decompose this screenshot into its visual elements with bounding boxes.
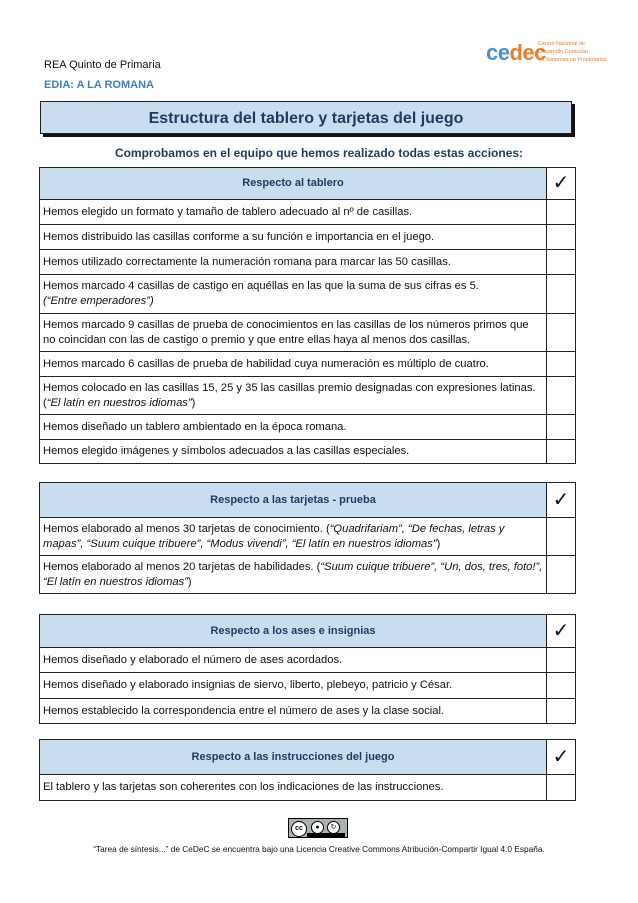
item-main-text: Hemos colocado en las casillas 15, 25 y 35 las casillas premio designadas con expresiones latinas.( (43, 381, 536, 409)
checklist-row (40, 648, 576, 673)
checkbox[interactable] (547, 518, 576, 556)
check-icon: ✓ (547, 740, 576, 775)
item-text: Hemos elegido imágenes y símbolos adecuados a las casillas especiales. (40, 440, 547, 464)
item-text: Hemos marcado 6 casillas de prueba de habilidad cuya numeración es múltiplo de cuatro. (40, 352, 547, 377)
item-text (40, 518, 547, 556)
page-title: Estructura del tablero y tarjetas del juego (40, 101, 572, 134)
checklist-row (40, 352, 576, 377)
item-text (40, 275, 547, 314)
section-heading: Respecto a las tarjetas - prueba (40, 483, 547, 518)
checklist-row (40, 275, 576, 314)
item-text: Hemos diseñado y elaborado insignias de siervo, liberto, plebeyo, patricio y César. (40, 673, 547, 699)
item-text (40, 377, 547, 415)
item-tail: ) (187, 575, 192, 588)
page-subtitle: Comprobamos en el equipo que hemos realizado todas estas acciones: (114, 146, 524, 160)
by-icon: ● (311, 821, 324, 834)
item-text: Hemos diseñado y elaborado el número de ases acordados. (40, 648, 547, 673)
checkbox[interactable] (547, 775, 576, 801)
checkbox[interactable] (547, 415, 576, 440)
item-text: Hemos marcado 9 casillas de prueba de conocimientos en las casillas de los números primos que no coincidan con las de castigo o premio y que entre ellas haya al menos dos casillas. (40, 314, 547, 352)
checklist-row (40, 415, 576, 440)
item-text: Hemos establecido la correspondencia entre el número de ases y la clase social. (40, 699, 547, 724)
course-label: REA Quinto de Primaria (44, 59, 161, 71)
item-text: Hemos diseñado un tablero ambientado en la época romana. (40, 415, 547, 440)
item-text: Hemos elegido un formato y tamaño de tablero adecuado al nº de casillas. (40, 200, 547, 225)
checklist-row (40, 440, 576, 464)
item-main-text: Hemos elaborado al menos 30 tarjetas de conocimiento. ( (43, 522, 330, 535)
cc-badge: cc (291, 821, 307, 837)
item-quote: “El latín en nuestros idiomas” (46, 396, 192, 409)
logo-word-b: dec (509, 40, 546, 65)
check-icon: ✓ (547, 483, 576, 518)
unit-label: EDIA: A LA ROMANA (44, 79, 154, 91)
checklist-row (40, 775, 576, 801)
item-text (40, 556, 547, 594)
checkbox[interactable] (547, 648, 576, 673)
license-text: “Tarea de síntesis...” de CeDeC se encuentra bajo una Licencia Creative Commons Atribución-Compartir Igual 4.0 España. (93, 844, 545, 854)
item-quote: (“Entre emperadores”) (43, 295, 154, 307)
checkbox[interactable] (547, 200, 576, 225)
cedec-logo (486, 38, 607, 68)
checklist-row (40, 377, 576, 415)
section-heading: Respecto a las instrucciones del juego (40, 740, 547, 775)
item-tail: ) (191, 396, 196, 409)
checkbox[interactable] (547, 314, 576, 352)
item-text: Hemos distribuido las casillas conforme a su función e importancia en el juego. (40, 225, 547, 250)
sa-icon: ↻ (327, 821, 340, 834)
checklist-instructions (39, 739, 576, 801)
cc-by-sa-icon[interactable] (288, 818, 348, 838)
checkbox[interactable] (547, 673, 576, 699)
checklist-row (40, 225, 576, 250)
checkbox[interactable] (547, 440, 576, 464)
checklist-row (40, 250, 576, 275)
checklist-board (39, 167, 576, 464)
checklist-row (40, 314, 576, 352)
section-heading: Respecto al tablero (40, 168, 547, 200)
item-quote: “Quadrifariam”, “De fechas, letras y mapas”, “Suum cuique tribuere”, “Modus vivendi”, “El latín en nuestros idiomas” (43, 522, 505, 550)
checkbox[interactable] (547, 275, 576, 314)
item-text: El tablero y las tarjetas son coherentes con los indicaciones de las instrucciones. (40, 775, 547, 801)
checklist-row (40, 200, 576, 225)
check-icon: ✓ (547, 615, 576, 648)
section-heading: Respecto a los ases e insignias (40, 615, 547, 648)
item-main-text: Hemos elaborado al menos 20 tarjetas de habilidades. ( (43, 560, 321, 573)
checklist-row (40, 699, 576, 724)
checkbox[interactable] (547, 225, 576, 250)
check-icon: ✓ (547, 168, 576, 200)
item-main-text: Hemos marcado 4 casillas de castigo en aquéllas en las que la suma de sus cifras es 5. (43, 280, 479, 292)
logo-tag-line-1: Centro Nacional de (538, 41, 586, 47)
checklist-ases (39, 614, 576, 724)
checkbox[interactable] (547, 352, 576, 377)
item-text: Hemos utilizado correctamente la numeración romana para marcar las 50 casillas. (40, 250, 547, 275)
item-tail: ) (436, 537, 441, 550)
logo-word-a: ce (486, 40, 510, 65)
item-quote: “Suum cuique tribuere”, “Un, dos, tres, foto!”, “El latín en nuestros idiomas” (43, 560, 543, 588)
checkbox[interactable] (547, 556, 576, 594)
checklist-row (40, 673, 576, 699)
checklist-row (40, 556, 576, 594)
document-header (44, 57, 161, 93)
license-bar (307, 833, 345, 837)
checklist-row (40, 518, 576, 556)
checkbox[interactable] (547, 699, 576, 724)
checklist-cards (39, 482, 576, 594)
logo-tagline (538, 40, 607, 64)
logo-tag-line-2: Desarrollo Curricular (538, 49, 589, 55)
checkbox[interactable] (547, 377, 576, 415)
checkbox[interactable] (547, 250, 576, 275)
logo-tag-line-3: en Sistemas no Propietarios (538, 57, 607, 63)
